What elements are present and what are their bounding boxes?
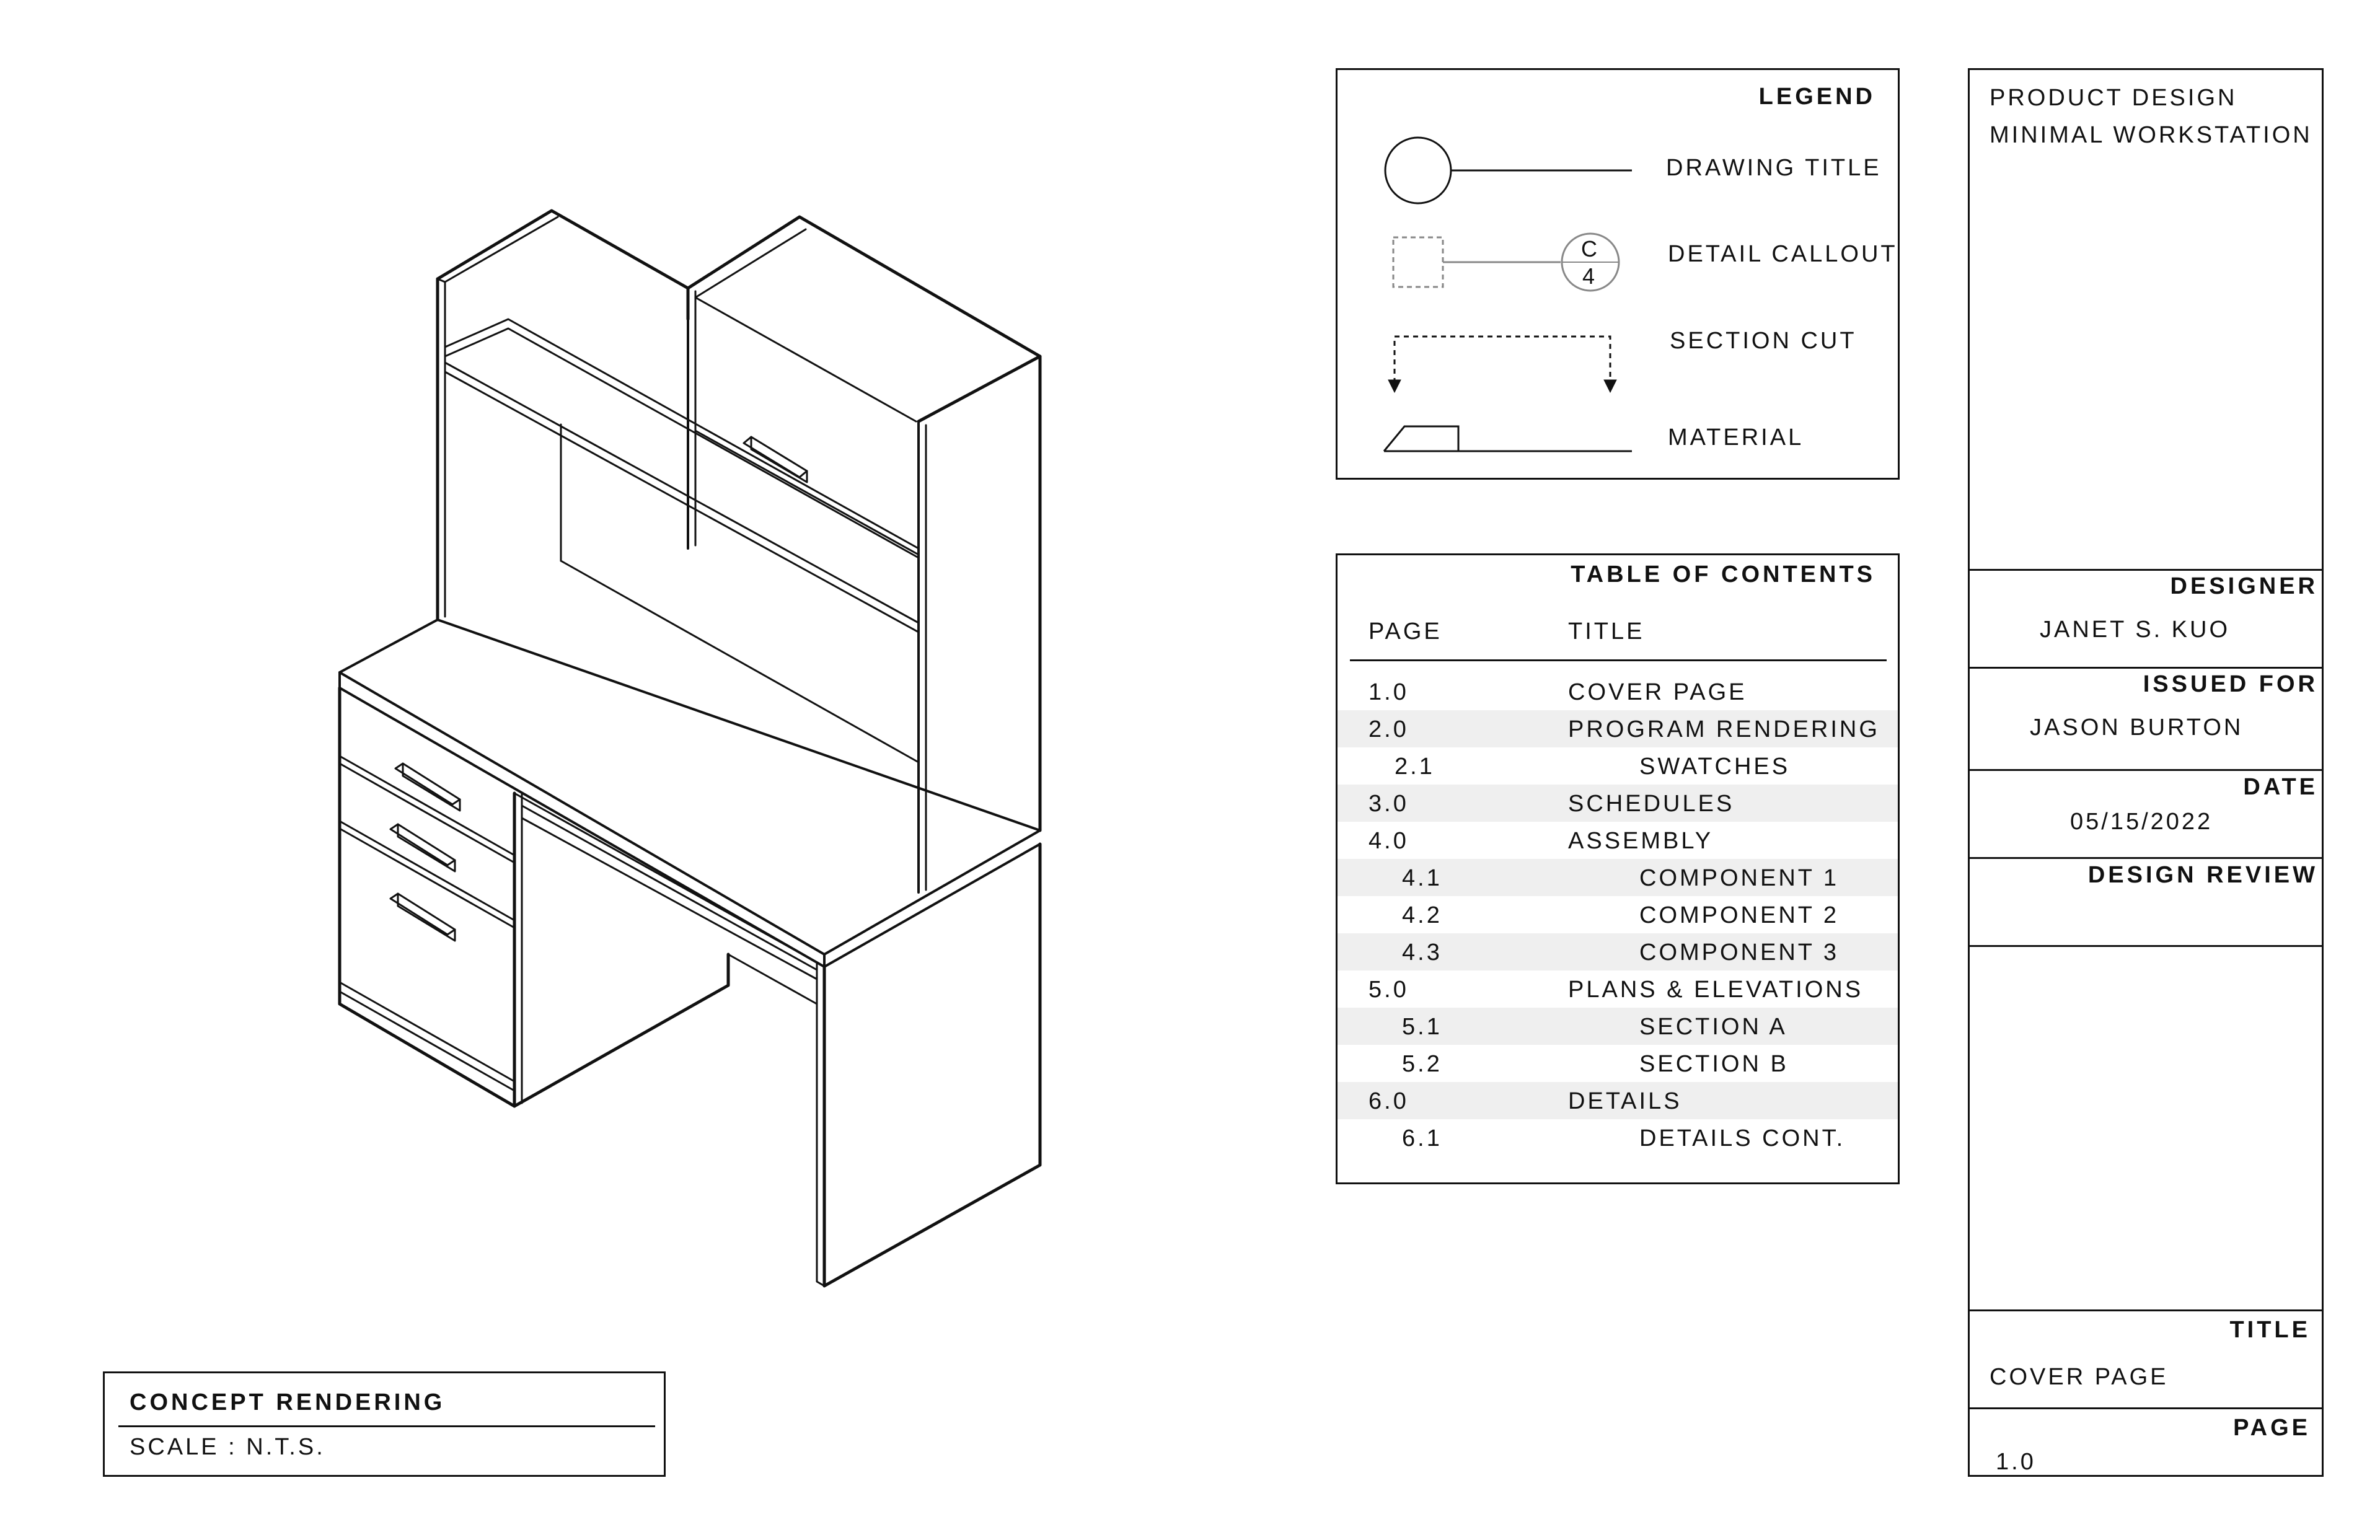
divider bbox=[1970, 667, 2322, 669]
divider bbox=[1970, 769, 2322, 771]
page-label: PAGE bbox=[2233, 1415, 2311, 1441]
legend-label-detail-callout: DETAIL CALLOUT bbox=[1668, 241, 1898, 267]
toc-page-number: 3.0 bbox=[1368, 791, 1409, 817]
material-symbol-icon bbox=[1384, 426, 1632, 451]
toc-header-rule bbox=[1350, 659, 1887, 661]
toc-title: SECTION B bbox=[1639, 1051, 1789, 1077]
toc-row bbox=[1338, 673, 1898, 710]
toc-row bbox=[1338, 896, 1898, 933]
toc-page-number: 5.0 bbox=[1368, 977, 1409, 1003]
toc-page-number: 2.1 bbox=[1395, 754, 1435, 780]
toc-page-number: 6.0 bbox=[1368, 1088, 1409, 1114]
toc-rows bbox=[1338, 673, 1898, 1156]
desk-isometric-drawing bbox=[310, 186, 1091, 1314]
toc-page-number: 4.0 bbox=[1368, 828, 1409, 854]
toc-heading: TABLE OF CONTENTS bbox=[1571, 561, 1875, 587]
toc-title: SECTION A bbox=[1639, 1014, 1787, 1040]
divider bbox=[1970, 1309, 2322, 1311]
sheet-title-label: TITLE bbox=[2229, 1317, 2311, 1343]
callout-bottom-number: 4 bbox=[1582, 263, 1595, 289]
toc-row bbox=[1338, 710, 1898, 747]
drawing-title-symbol-icon bbox=[1385, 138, 1632, 203]
design-review-label: DESIGN REVIEW bbox=[2087, 862, 2318, 888]
legend-label-drawing-title: DRAWING TITLE bbox=[1666, 155, 1882, 181]
toc-title: SWATCHES bbox=[1639, 754, 1791, 780]
toc-page-number: 4.2 bbox=[1402, 902, 1442, 928]
drawing-title-block bbox=[103, 1371, 666, 1477]
toc-row bbox=[1338, 859, 1898, 896]
sheet-title-value: COVER PAGE bbox=[1990, 1364, 2169, 1390]
drawing-title: CONCEPT RENDERING bbox=[130, 1389, 446, 1415]
toc-title: DETAILS bbox=[1568, 1088, 1682, 1114]
toc-title: COMPONENT 1 bbox=[1639, 865, 1840, 891]
table-of-contents bbox=[1336, 553, 1900, 1184]
toc-page-number: 5.2 bbox=[1402, 1051, 1442, 1077]
toc-title: COVER PAGE bbox=[1568, 679, 1747, 705]
toc-page-number: 5.1 bbox=[1402, 1014, 1442, 1040]
toc-row bbox=[1338, 747, 1898, 785]
drawing-scale: SCALE : N.T.S. bbox=[130, 1434, 325, 1460]
legend-panel bbox=[1336, 68, 1900, 480]
date-value: 05/15/2022 bbox=[2070, 809, 2213, 835]
drawing-title-rule bbox=[118, 1425, 655, 1427]
toc-title: ASSEMBLY bbox=[1568, 828, 1714, 854]
divider bbox=[1970, 569, 2322, 571]
page-value: 1.0 bbox=[1996, 1449, 2036, 1475]
title-block bbox=[1968, 68, 2324, 1477]
toc-title: SCHEDULES bbox=[1568, 791, 1735, 817]
issued-for-label: ISSUED FOR bbox=[2143, 671, 2318, 697]
legend-symbols bbox=[1338, 70, 1902, 482]
divider bbox=[1970, 1407, 2322, 1409]
toc-row bbox=[1338, 970, 1898, 1008]
toc-title: PROGRAM RENDERING bbox=[1568, 716, 1880, 742]
toc-page-number: 4.3 bbox=[1402, 939, 1442, 966]
project-line-2: MINIMAL WORKSTATION bbox=[1990, 122, 2312, 148]
toc-page-number: 4.1 bbox=[1402, 865, 1442, 891]
toc-col-page: PAGE bbox=[1368, 618, 1442, 645]
date-label: DATE bbox=[2243, 774, 2318, 800]
toc-title: COMPONENT 3 bbox=[1639, 939, 1840, 966]
callout-top-letter: C bbox=[1581, 236, 1597, 262]
toc-title: PLANS & ELEVATIONS bbox=[1568, 977, 1864, 1003]
project-line-1: PRODUCT DESIGN bbox=[1990, 85, 2237, 111]
toc-row bbox=[1338, 1008, 1898, 1045]
legend-label-section-cut: SECTION CUT bbox=[1670, 328, 1857, 354]
toc-title: DETAILS CONT. bbox=[1639, 1125, 1846, 1151]
toc-title: COMPONENT 2 bbox=[1639, 902, 1840, 928]
designer-label: DESIGNER bbox=[2170, 573, 2318, 599]
divider bbox=[1970, 857, 2322, 859]
toc-row bbox=[1338, 822, 1898, 859]
toc-row bbox=[1338, 933, 1898, 970]
toc-row bbox=[1338, 785, 1898, 822]
toc-page-number: 6.1 bbox=[1402, 1125, 1442, 1151]
toc-col-title: TITLE bbox=[1568, 618, 1645, 645]
legend-label-material: MATERIAL bbox=[1668, 425, 1804, 451]
toc-row bbox=[1338, 1119, 1898, 1156]
divider bbox=[1970, 945, 2322, 947]
toc-row bbox=[1338, 1082, 1898, 1119]
toc-page-number: 1.0 bbox=[1368, 679, 1409, 705]
issued-for-value: JASON BURTON bbox=[2030, 715, 2244, 741]
toc-page-number: 2.0 bbox=[1368, 716, 1409, 742]
section-cut-symbol-icon bbox=[1388, 337, 1616, 392]
designer-value: JANET S. KUO bbox=[2040, 617, 2231, 643]
legend-heading: LEGEND bbox=[1758, 84, 1875, 110]
toc-row bbox=[1338, 1045, 1898, 1082]
